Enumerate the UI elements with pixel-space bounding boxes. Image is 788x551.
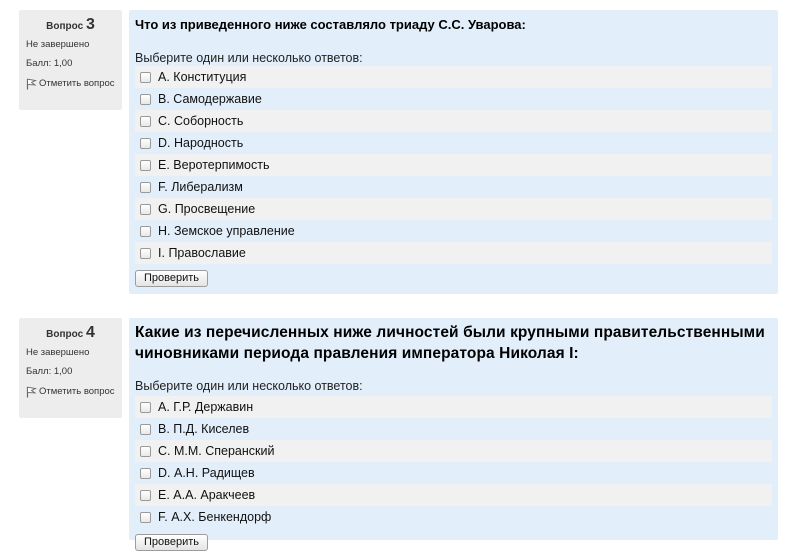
check-button[interactable]: Проверить — [135, 534, 208, 551]
question-number — [19, 16, 122, 34]
answer-text: А.Н. Радищев — [173, 466, 255, 480]
answer-letter: A. — [158, 400, 170, 414]
answer-checkbox[interactable] — [140, 424, 151, 435]
answer-option[interactable] — [135, 462, 772, 484]
answer-text: Конституция — [173, 70, 247, 84]
answer-list — [135, 66, 772, 264]
answer-checkbox[interactable] — [140, 248, 151, 259]
answer-letter: C. — [158, 444, 171, 458]
answer-text: Просвещение — [174, 202, 256, 216]
answer-letter: A. — [158, 70, 170, 84]
answer-letter: C. — [158, 114, 171, 128]
question-number-value: 3 — [85, 16, 95, 33]
answer-text: А.А. Аракчеев — [173, 488, 256, 502]
flag-question-link[interactable] — [26, 78, 116, 90]
answer-text: Самодержавие — [173, 92, 262, 106]
answer-text: Православие — [168, 246, 246, 260]
answer-letter: D. — [158, 466, 171, 480]
question-content — [129, 318, 778, 548]
question-state: Не завершено — [26, 347, 90, 358]
question-label: Вопрос — [46, 21, 84, 32]
question-text: Что из приведенного ниже составляло триаду С.С. Уварова: — [135, 17, 526, 32]
answer-checkbox[interactable] — [140, 160, 151, 171]
flag-label: Отметить вопрос — [39, 386, 115, 397]
answer-list — [135, 396, 772, 528]
answer-checkbox[interactable] — [140, 226, 151, 237]
answer-text: Г.Р. Державин — [173, 400, 254, 414]
answer-text: Народность — [173, 136, 244, 150]
answer-text: Соборность — [173, 114, 244, 128]
answer-letter: B. — [158, 422, 170, 436]
answer-option[interactable] — [135, 220, 772, 242]
flag-question-link[interactable] — [26, 386, 116, 398]
answer-option[interactable] — [135, 484, 772, 506]
question-content — [129, 10, 778, 294]
answer-checkbox[interactable] — [140, 72, 151, 83]
answer-letter: H. — [158, 224, 171, 238]
answer-letter: F. — [158, 180, 168, 194]
answer-option[interactable] — [135, 418, 772, 440]
answer-option[interactable] — [135, 198, 772, 220]
answer-option[interactable] — [135, 88, 772, 110]
answer-option[interactable] — [135, 440, 772, 462]
question-grade: Балл: 1,00 — [26, 58, 73, 69]
check-button[interactable]: Проверить — [135, 270, 208, 287]
answer-checkbox[interactable] — [140, 204, 151, 215]
answer-letter: I. — [158, 246, 165, 260]
answer-text: Веротерпимость — [173, 158, 270, 172]
answer-option[interactable] — [135, 154, 772, 176]
answer-checkbox[interactable] — [140, 116, 151, 127]
answer-text: Либерализм — [171, 180, 243, 194]
answer-letter: F. — [158, 510, 168, 524]
answer-checkbox[interactable] — [140, 402, 151, 413]
question-text: Какие из перечисленных ниже личностей были крупными правительственными чиновниками периода правления императора Николая I: — [135, 324, 765, 362]
answer-text: П.Д. Киселев — [173, 422, 250, 436]
answer-checkbox[interactable] — [140, 512, 151, 523]
answer-option[interactable] — [135, 242, 772, 264]
answer-text: Земское управление — [173, 224, 295, 238]
flag-icon — [26, 78, 37, 90]
answer-option[interactable] — [135, 176, 772, 198]
answer-text: М.М. Сперанский — [173, 444, 275, 458]
question-grade: Балл: 1,00 — [26, 366, 73, 377]
question-number — [19, 324, 122, 342]
answer-checkbox[interactable] — [140, 182, 151, 193]
answer-option[interactable] — [135, 506, 772, 528]
answer-letter: G. — [158, 202, 172, 216]
answer-option[interactable] — [135, 396, 772, 418]
question-label: Вопрос — [46, 329, 84, 340]
flag-label: Отметить вопрос — [39, 78, 115, 89]
answer-prompt: Выберите один или несколько ответов: — [135, 379, 363, 393]
question-info — [19, 10, 122, 110]
answer-option[interactable] — [135, 110, 772, 132]
answer-checkbox[interactable] — [140, 446, 151, 457]
answer-letter: E. — [158, 488, 170, 502]
answer-checkbox[interactable] — [140, 138, 151, 149]
answer-text: А.Х. Бенкендорф — [171, 510, 272, 524]
question-info — [19, 318, 122, 418]
answer-letter: D. — [158, 136, 171, 150]
answer-option[interactable] — [135, 132, 772, 154]
answer-option[interactable] — [135, 66, 772, 88]
flag-icon — [26, 386, 37, 398]
answer-checkbox[interactable] — [140, 468, 151, 479]
answer-letter: B. — [158, 92, 170, 106]
answer-checkbox[interactable] — [140, 94, 151, 105]
answer-letter: E. — [158, 158, 170, 172]
answer-checkbox[interactable] — [140, 490, 151, 501]
question-state: Не завершено — [26, 39, 90, 50]
answer-prompt: Выберите один или несколько ответов: — [135, 51, 363, 65]
question-number-value: 4 — [85, 324, 95, 341]
